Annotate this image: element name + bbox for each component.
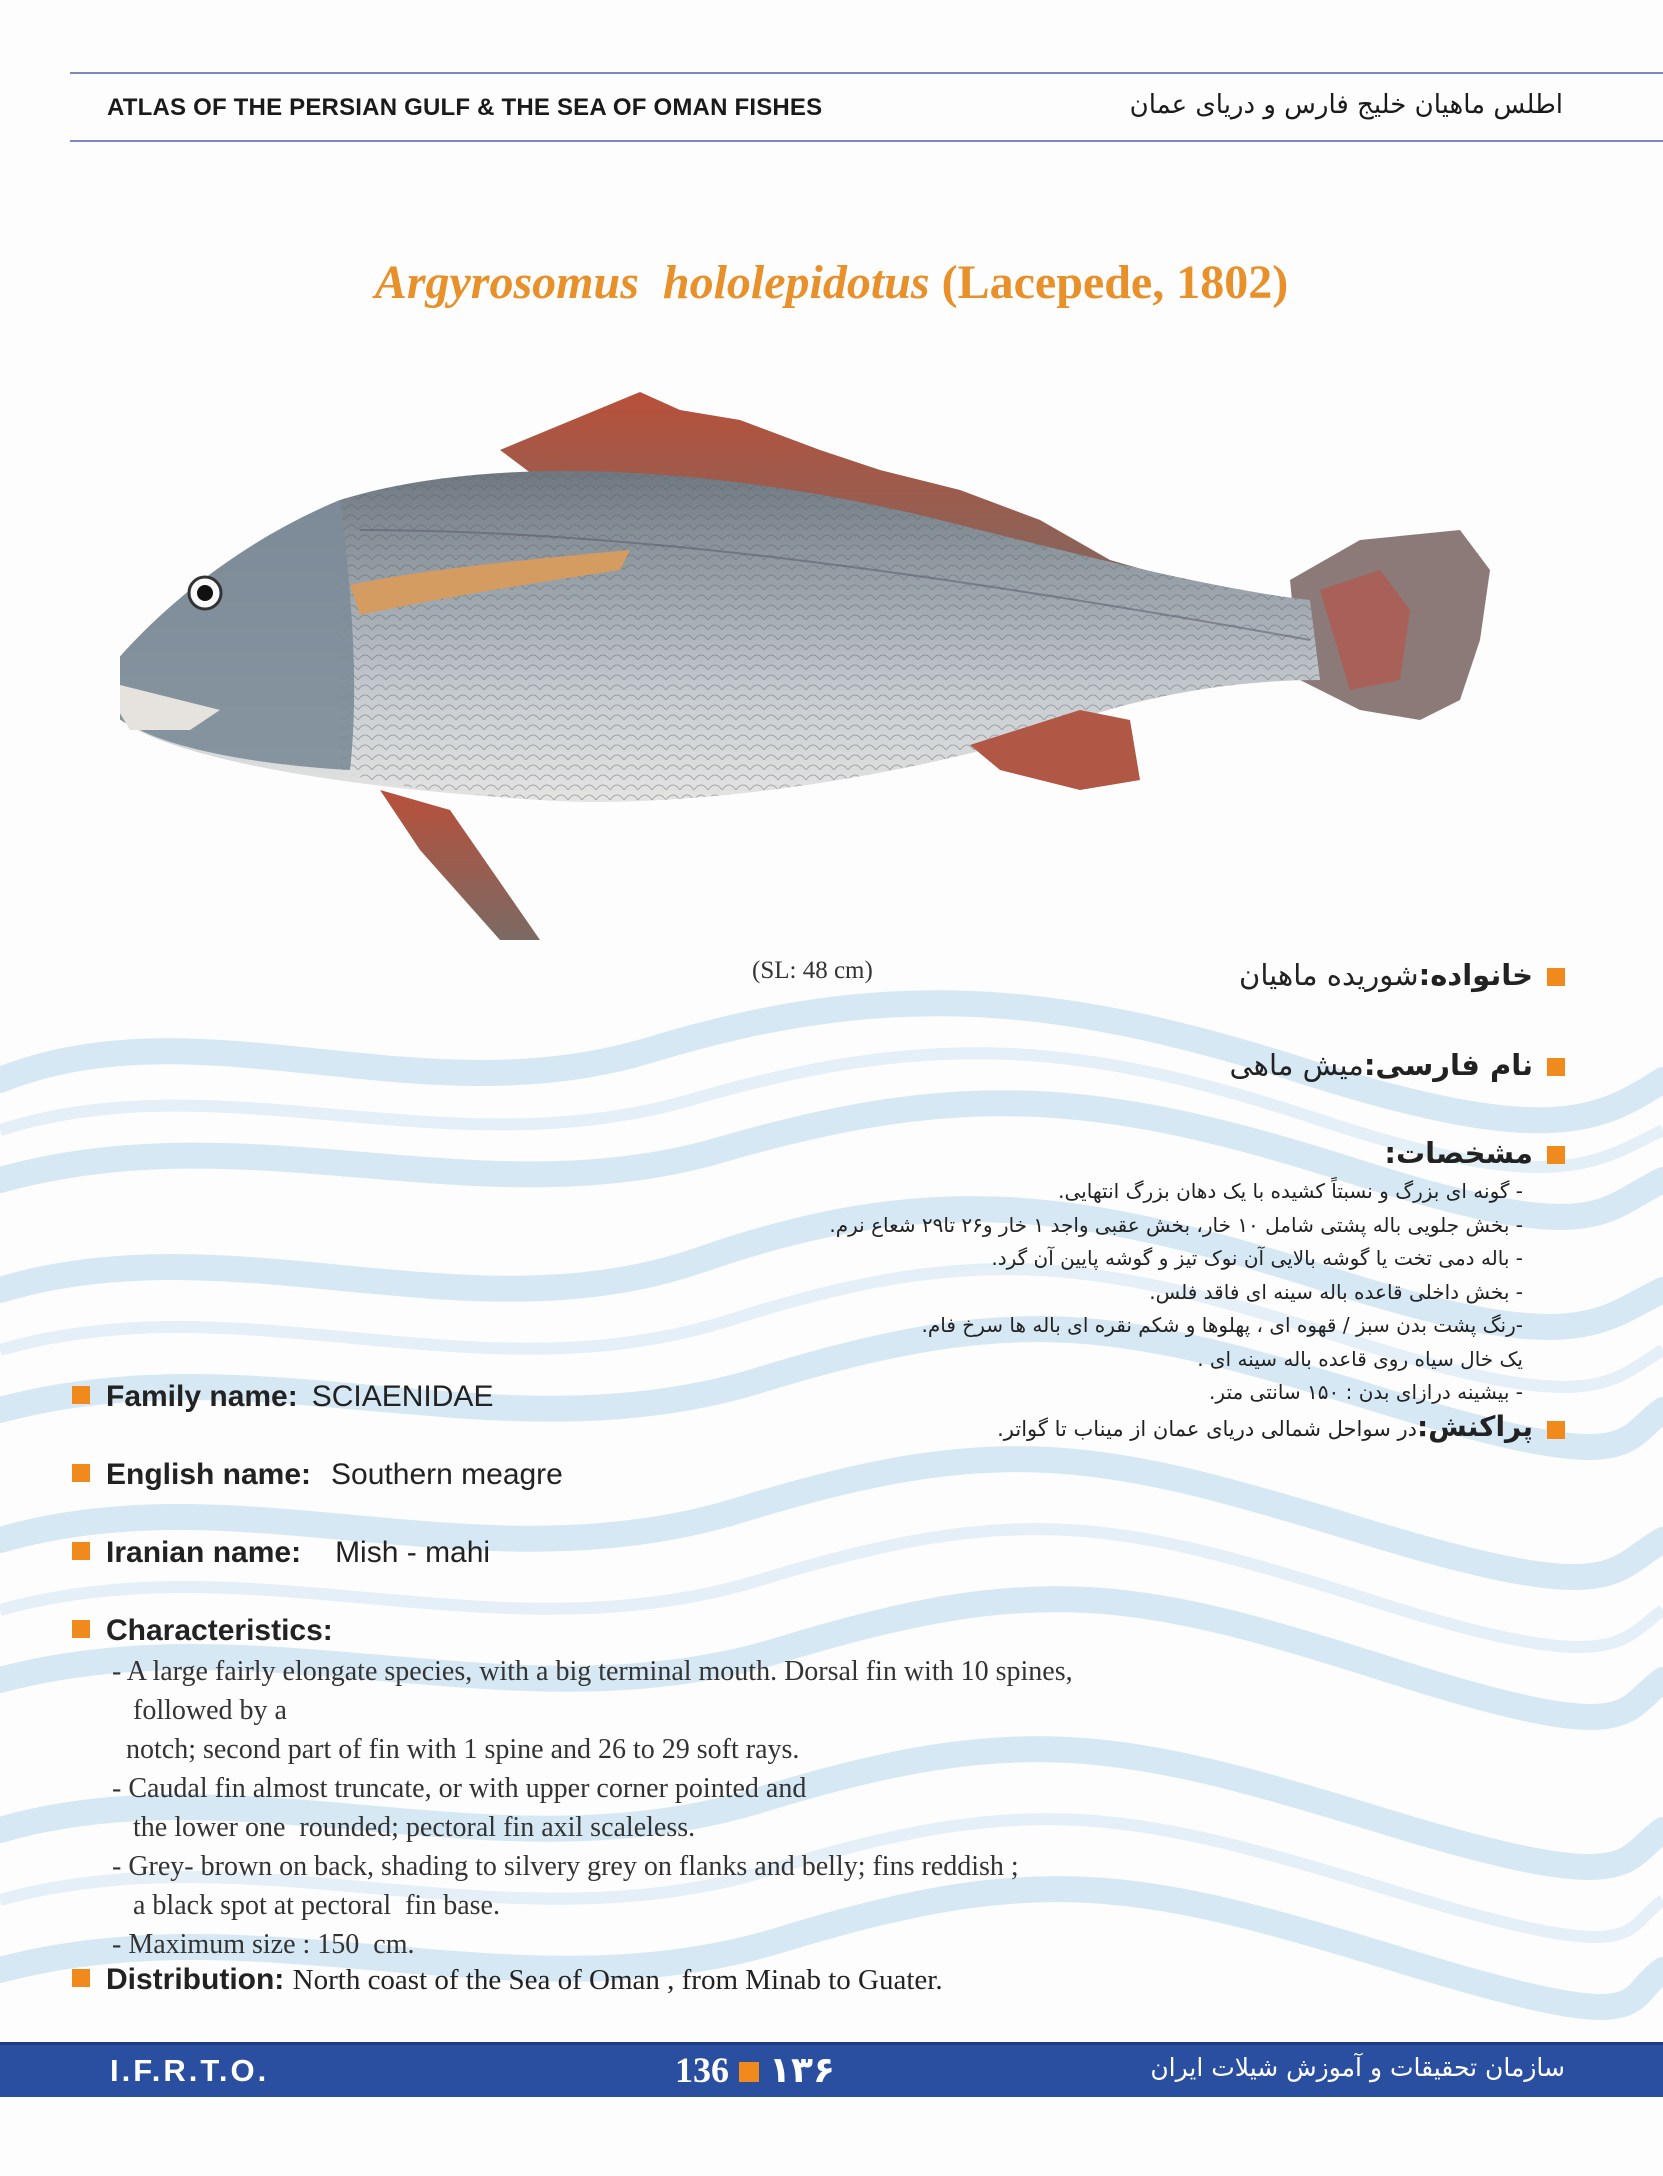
bullet-icon [1547, 1146, 1565, 1164]
en-char-line: - Caudal fin almost truncate, or with upper corner pointed and [112, 1773, 807, 1804]
en-char-label: Characteristics: [106, 1614, 333, 1647]
header-title-en: ATLAS OF THE PERSIAN GULF & THE SEA OF OMAN FISHES [107, 94, 823, 121]
fa-char-line: یک خال سیاه روی قاعده باله سینه ای . [1197, 1346, 1523, 1371]
page-number-fa: ۱۳۶ [769, 2050, 835, 2091]
footer-org: I.F.R.T.O. [110, 2053, 270, 2088]
fa-char-line: - باله دمی تخت یا گوشه بالایی آن نوک تیز و گوشه پایین آن گرد. [991, 1246, 1523, 1270]
en-common-row [72, 1458, 563, 1492]
fa-char-line: - بخش جلویی باله پشتی شامل ۱۰ خار، بخش عقبی واجد ۱ خار و۲۶ تا۲۹ شعاع نرم. [829, 1212, 1523, 1237]
species-title [0, 255, 1663, 310]
fa-char-line: - گونه ای بزرگ و نسبتاً کشیده با یک دهان بزرگ انتهایی. [1058, 1179, 1523, 1203]
fa-name-label: نام فارسی: [1363, 1048, 1533, 1082]
bullet-icon [1547, 968, 1565, 986]
en-char-line: a black spot at pectoral fin base. [112, 1890, 500, 1921]
fa-name-value: میش ماهی [1229, 1048, 1364, 1082]
en-family-row [72, 1380, 493, 1414]
fa-dist-row [997, 1410, 1565, 1443]
fa-char-line: - بیشینه درازای بدن : ۱۵۰ سانتی متر. [1209, 1380, 1523, 1404]
en-char-line: - A large fairly elongate species, with a big terminal mouth. Dorsal fin with 10 spines, [112, 1656, 1073, 1687]
fa-char-label: مشخصات: [1384, 1136, 1533, 1170]
en-common-value: Southern meagre [331, 1458, 563, 1491]
header-title-fa: اطلس ماهیان خلیج فارس و دریای عمان [1129, 90, 1563, 120]
en-iranian-label: Iranian name: [106, 1536, 302, 1569]
en-char-line: followed by a [112, 1695, 287, 1726]
en-iranian-value: Mish - mahi [335, 1536, 491, 1569]
en-char-line: notch; second part of fin with 1 spine and 26 to 29 soft rays. [112, 1734, 800, 1765]
en-common-label: English name: [106, 1458, 312, 1491]
en-char-list [112, 1652, 1073, 1964]
bullet-icon [72, 1620, 90, 1638]
en-char-line: the lower one rounded; pectoral fin axil scaleless. [112, 1812, 696, 1843]
page-number-en: 136 [675, 2050, 729, 2090]
species-genus: Argyrosomus [374, 256, 639, 309]
fa-dist-value: در سواحل شمالی دریای عمان از میناب تا گواتر. [997, 1417, 1417, 1441]
en-family-value: SCIAENIDAE [311, 1380, 494, 1413]
bullet-icon [1547, 1058, 1565, 1076]
bullet-icon [72, 1969, 90, 1987]
en-char-row [72, 1614, 333, 1648]
en-iranian-row [72, 1536, 490, 1570]
bullet-icon [72, 1386, 90, 1404]
fa-char-row [1384, 1136, 1565, 1170]
bullet-icon [72, 1542, 90, 1560]
footer-org-fa: سازمان تحقیقات و آموزش شیلات ایران [1150, 2053, 1565, 2082]
species-authority: (Lacepede, 1802) [941, 256, 1289, 309]
fa-family-row [1239, 958, 1565, 992]
fa-char-line: - بخش داخلی قاعده باله سینه ای فاقد فلس. [1149, 1279, 1523, 1304]
fish-illustration [120, 380, 1520, 940]
species-epithet: hololepidotus [662, 256, 930, 309]
page-number [675, 2049, 835, 2091]
fa-dist-label: پراکنش: [1416, 1410, 1533, 1443]
bullet-icon [739, 2062, 759, 2082]
bullet-icon [1547, 1421, 1565, 1439]
en-dist-value: North coast of the Sea of Oman , from Minab to Guater. [292, 1964, 943, 1996]
header-bottom-rule [70, 140, 1663, 142]
en-dist-label: Distribution: [106, 1963, 285, 1996]
standard-length-caption: (SL: 48 cm) [752, 957, 873, 984]
fa-char-line: -رنگ پشت بدن سبز / قهوه ای ، پهلوها و شکم نقره ای باله ها سرخ فام. [921, 1313, 1523, 1337]
fa-char-list [829, 1175, 1523, 1410]
en-dist-row [72, 1963, 943, 1997]
fa-family-label: خانواده: [1418, 958, 1533, 992]
fa-family-value: شوریده ماهیان [1239, 958, 1419, 992]
header-top-rule [70, 72, 1663, 74]
fa-name-row [1230, 1048, 1565, 1082]
en-char-line: - Maximum size : 150 cm. [112, 1929, 415, 1960]
en-char-line: - Grey- brown on back, shading to silvery grey on flanks and belly; fins reddish ; [112, 1851, 1019, 1882]
bullet-icon [72, 1464, 90, 1482]
footer-bar [0, 2042, 1663, 2097]
en-family-label: Family name: [106, 1380, 298, 1413]
